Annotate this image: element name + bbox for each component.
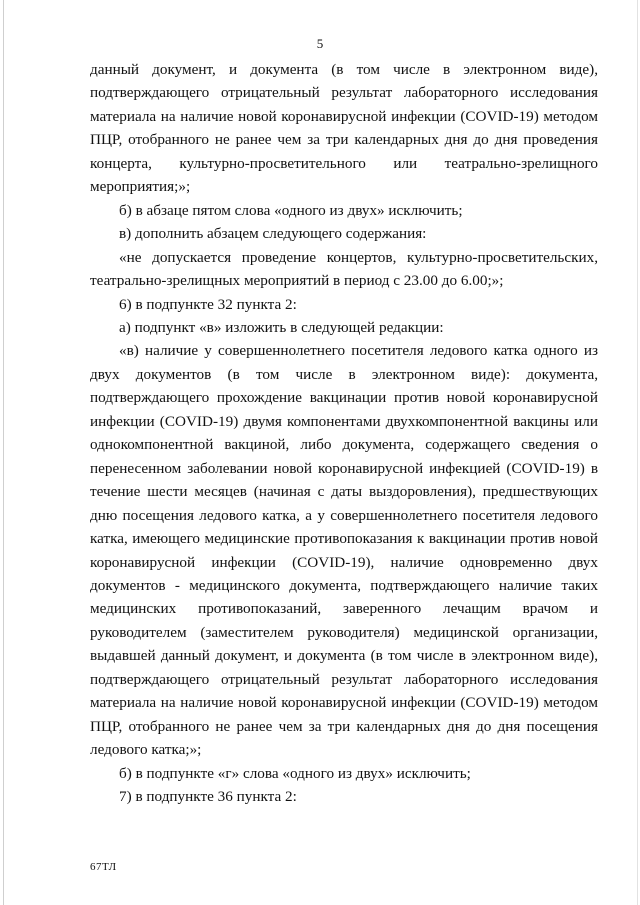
paragraph-item-7: 7) в подпункте 36 пункта 2:: [119, 788, 297, 806]
paragraph-item-v-dopolnit: в) дополнить абзацем следующего содержания:: [119, 225, 427, 243]
scan-right-edge: [637, 0, 638, 905]
document-body: [90, 58, 598, 809]
footer-code: 67ТЛ: [90, 861, 117, 873]
paragraph-item-a-podpunkt: а) подпункт «в» изложить в следующей редакции:: [119, 318, 444, 336]
paragraph-item-b-podpunkt-g: б) в подпункте «г» слова «одного из двух» исключить;: [119, 764, 471, 782]
paragraph-item-b-abzac: б) в абзаце пятом слова «одного из двух» исключить;: [119, 201, 463, 219]
paragraph-quote-ice-rink: «в) наличие у совершеннолетнего посетителя ледового катка одного из двух документов (в том числе в электронном виде): документа, подтверждающего прохождение вакцинации против новой коронавирусной инфекции (COVID-19) двумя компонентами двухкомпонентной вакцины или однокомпонентной вакциной, либо документа, содержащего сведения о перенесенном заболевании новой коронавирусной инфекцией (COVID-19) в течение шести месяцев (начиная с даты выздоровления), предшествующих дню посещения ледового катка, а у совершеннолетнего посетителя ледового катка, имеющего медицинские противопоказания к вакцинации против новой коронавирусной инфекции (COVID-19), наличие одновременно двух документов - медицинского документа, подтверждающего наличие таких медицинских противопоказаний, заверенного лечащим врачом и руководителем (заместителем руководителя) медицинской организации, выдавшей данный документ, и документа (в том числе в электронном виде), подтверждающего отрицательный результат лабораторного исследования материала на наличие новой коронавирусной инфекции (COVID-19) методом ПЦР, отобранного не ранее чем за три календарных дня до дня посещения ледового катка;»;: [90, 342, 598, 759]
paragraph-continuation: данный документ, и документа (в том числе в электронном виде), подтверждающего отрицательный результат лабораторного исследования материала на наличие новой коронавирусной инфекции (COVID-19) методом ПЦР, отобранного не ранее чем за три календарных дня до дня проведения концерта, культурно-просветительного или театрально-зрелищного мероприятия;»;: [90, 61, 598, 196]
paragraph-quote-concerts: «не допускается проведение концертов, культурно-просветительских, театрально-зрелищных мероприятий в период с 23.00 до 6.00;»;: [90, 248, 598, 290]
page-number: 5: [316, 36, 324, 51]
scan-left-edge: [3, 0, 4, 905]
paragraph-item-6: 6) в подпункте 32 пункта 2:: [119, 295, 297, 313]
